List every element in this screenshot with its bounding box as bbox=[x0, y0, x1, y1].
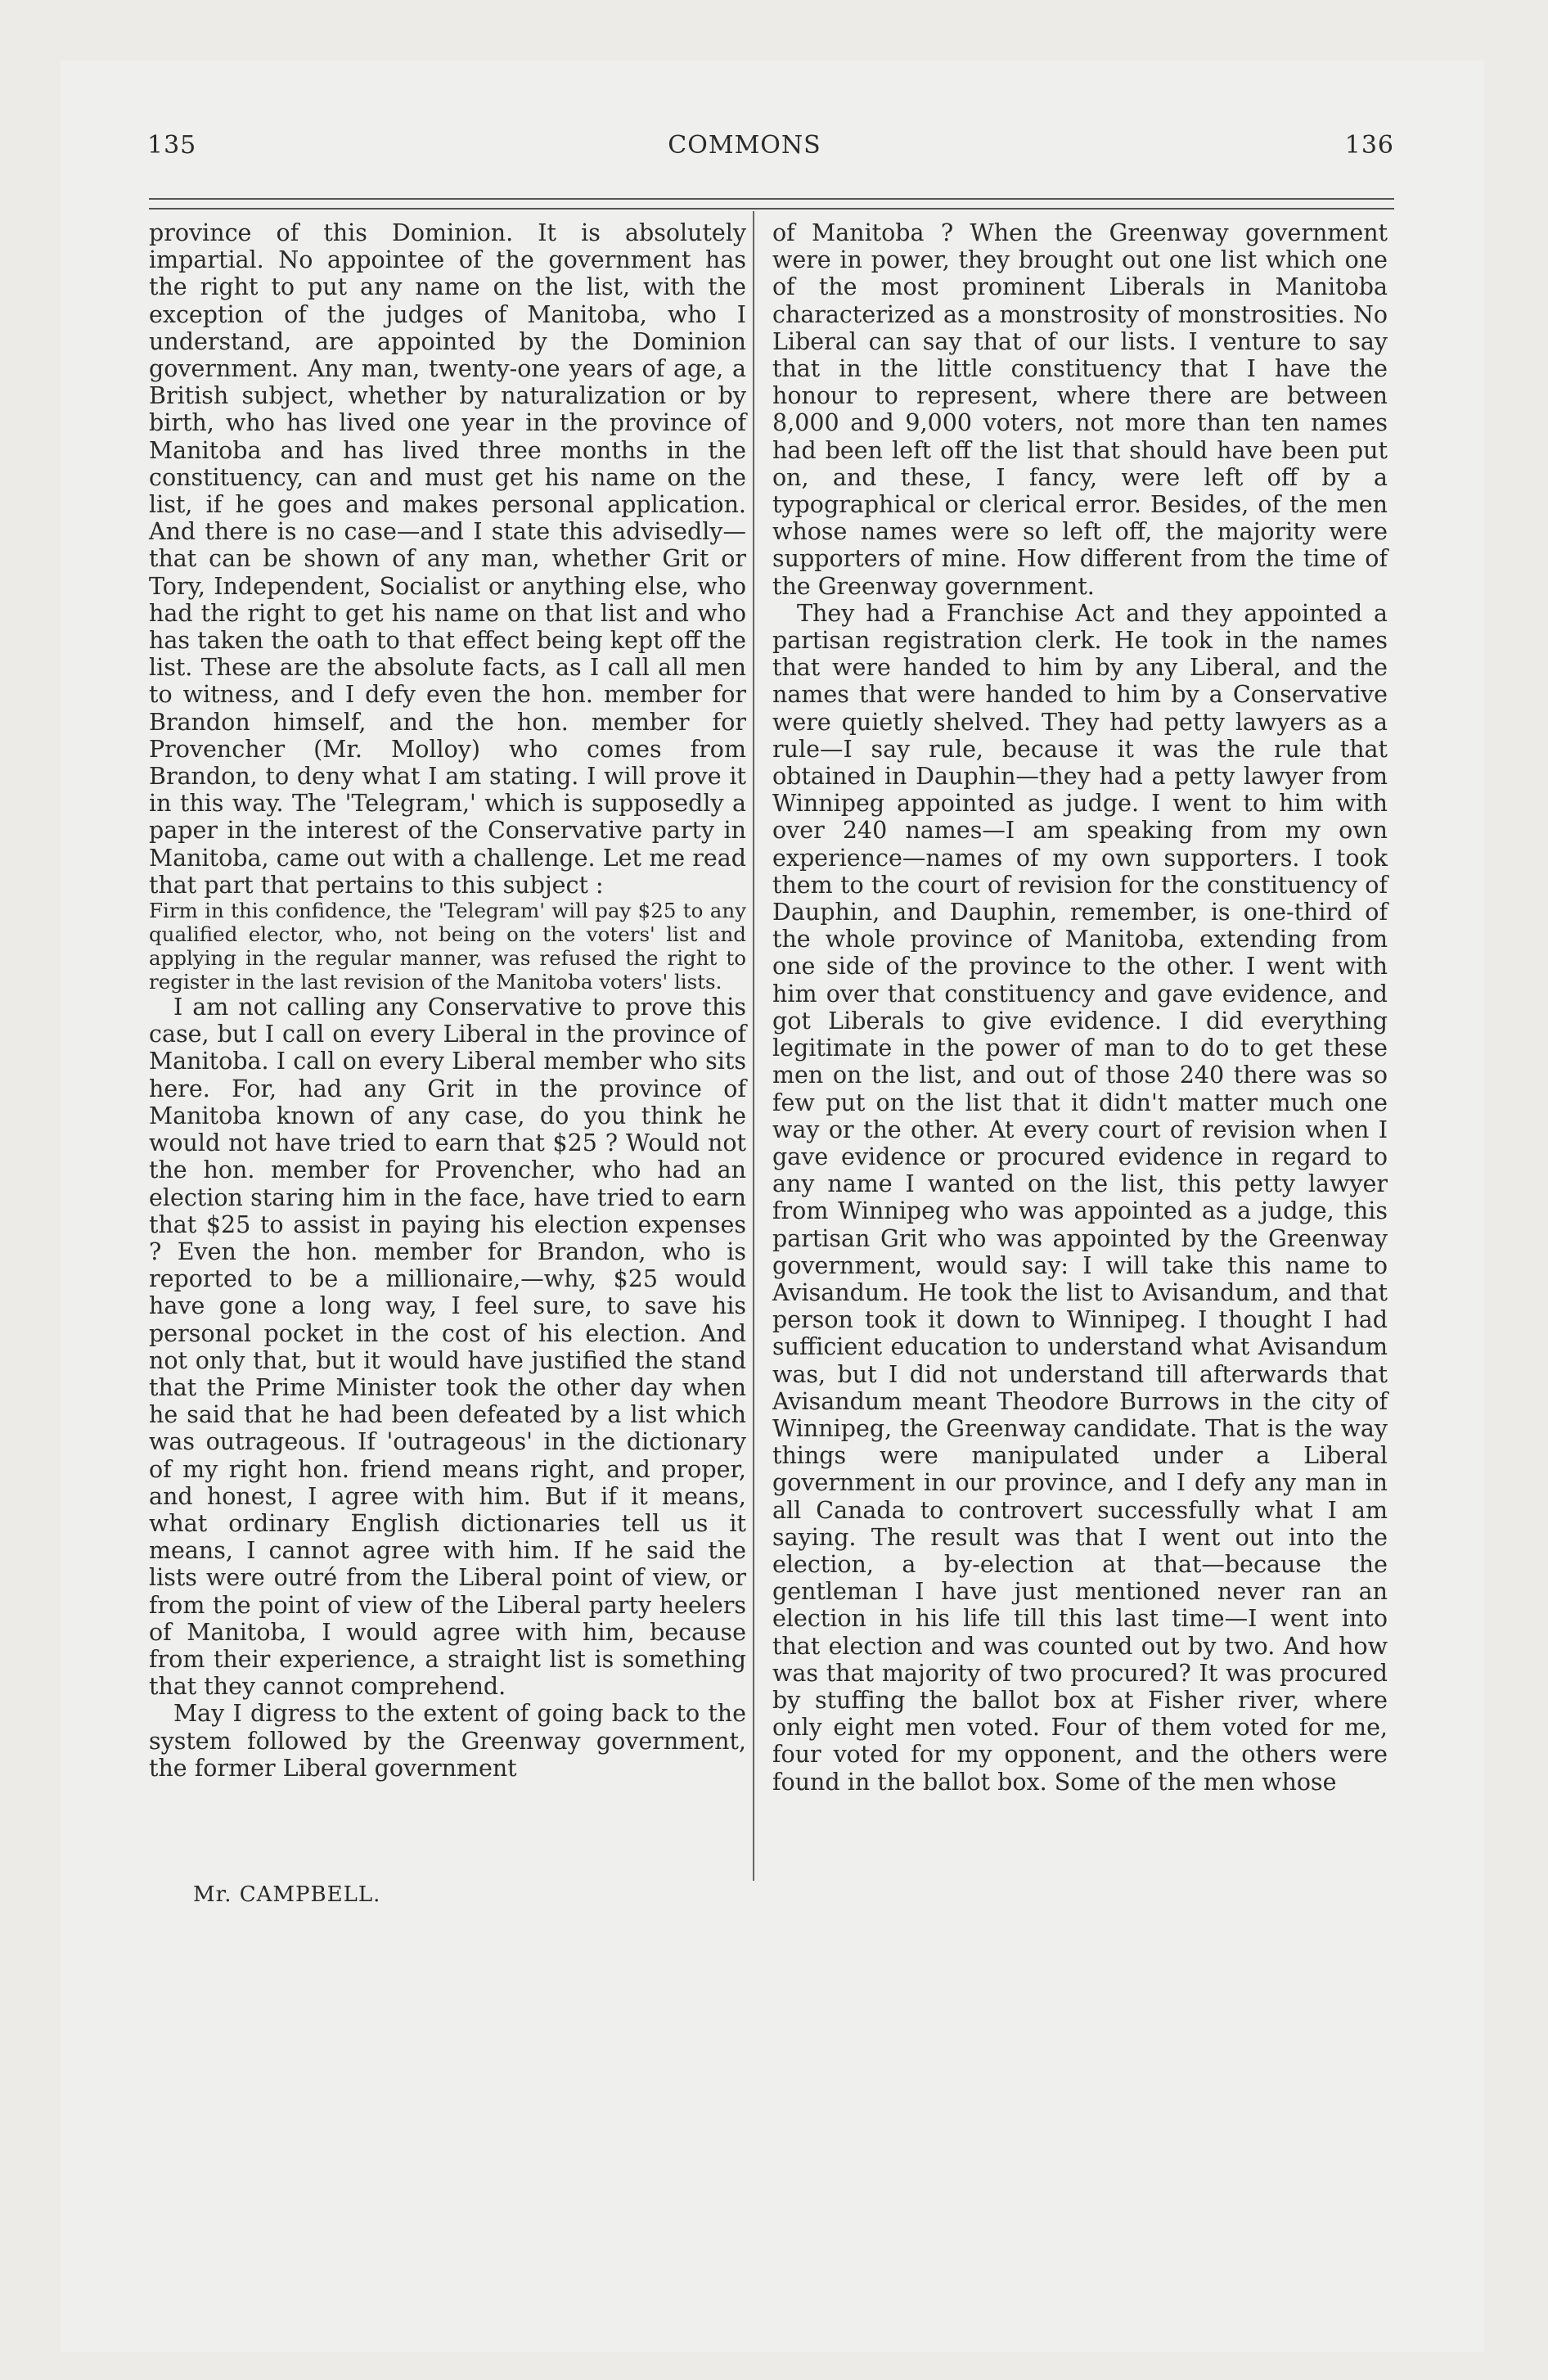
telegram-quote: Firm in this confidence, the 'Telegram' will pay $25 to any qualified elector, who, not being on the voters' list and applying in the regular manner, was refused the right to register in the last revision of the Manitoba voters' lists. bbox=[149, 899, 746, 994]
column-divider bbox=[753, 211, 754, 1881]
page-header bbox=[90, 131, 1399, 172]
left-paragraph-2: I am not calling any Conservative to prove this case, but I call on every Liberal in the province of Manitoba. I call on every Liberal member who sits here. For, had any Grit in the province of Manitoba known of any case, do you think he would not have tried to earn that $25 ? Would not the hon. member for Provencher, who had an election staring him in the face, have tried to earn that $25 to assist in paying his election expenses ? Even the hon. member for Brandon, who is reported to be a millionaire,—why, $25 would have gone a long way, I feel sure, to save his personal pocket in the cost of his election. And not only that, but it would have justified the stand that the Prime Minister took the other day when he said that he had been defeated by a list which was outrageous. If 'outrageous' in the dictionary of my right hon. friend means right, and proper, and honest, I agree with him. But if it means, what ordinary English dictionaries tell us it means, I cannot agree with him. If he said the lists were outré from the Liberal point of view, or from the point of view of the Liberal party heelers of Manitoba, I would agree with him, because from their experience, a straight list is something that they cannot comprehend. bbox=[149, 994, 746, 1701]
left-page-number: 135 bbox=[147, 131, 197, 160]
left-paragraph-1: province of this Dominion. It is absolutely impartial. No appointee of the government has the right to put any name on the list, with the exception of the judges of Manitoba, who I understand, are appointed by the Dominion government. Any man, twenty-one years of age, a British subject, whether by naturalization or by birth, who has lived one year in the province of Manitoba and has lived three months in the constituency, can and must get his name on the list, if he goes and makes personal application. And there is no case—and I state this advisedly—that can be shown of any man, whether Grit or Tory, Independent, Socialist or anything else, who had the right to get his name on that list and who has taken the oath to that effect being kept off the list. These are the absolute facts, as I call all men to witness, and I defy even the hon. member for Brandon himself, and the hon. member for Provencher (Mr. Molloy) who comes from Brandon, to deny what I am stating. I will prove it in this way. The 'Telegram,' which is supposedly a paper in the interest of the Conservative party in Manitoba, came out with a challenge. Let me read that part that pertains to this subject : bbox=[149, 219, 746, 899]
header-rule-top bbox=[149, 198, 1394, 200]
speaker-name: Mr. CAMPBELL. bbox=[193, 1882, 381, 1907]
left-paragraph-3: May I digress to the extent of going back to the system followed by the Greenway government, the former Liberal government bbox=[149, 1700, 746, 1782]
right-page-number: 136 bbox=[1344, 131, 1394, 160]
right-column bbox=[772, 219, 1388, 1796]
left-column bbox=[149, 219, 746, 1782]
right-paragraph-2: They had a Franchise Act and they appointed a partisan registration clerk. He took in the names that were handed to him by any Liberal, and the names that were handed to him by a Conservative were quietly shelved. They had petty lawyers as a rule—I say rule, because it was the rule that obtained in Dauphin—they had a petty lawyer from Winnipeg appointed as judge. I went to him with over 240 names—I am speaking from my own experience—names of my own supporters. I took them to the court of revision for the constituency of Dauphin, and Dauphin, remember, is one-third of the whole province of Manitoba, extending from one side of the province to the other. I went with him over that constituency and gave evidence, and got Liberals to give evidence. I did everything legitimate in the power of man to do to get these men on the list, and out of those 240 there was so few put on the list that it didn't matter much one way or the other. At every court of revision when I gave evidence or procured evidence in regard to any name I wanted on the list, this petty lawyer from Winnipeg who was appointed as a judge, this partisan Grit who was appointed by the Greenway government, would say: I will take this name to Avisandum. He took the list to Avisandum, and that person took it down to Winnipeg. I thought I had sufficient education to understand what Avisandum was, but I did not understand till afterwards that Avisandum meant Theodore Burrows in the city of Winnipeg, the Greenway candidate. That is the way things were manipulated under a Liberal government in our province, and I defy any man in all Canada to controvert successfully what I am saying. The result was that I went out into the election, a by-election at that—because the gentleman I have just mentioned never ran an election in his life till this last time—I went into that election and was counted out by two. And how was that majority of two procured? It was procured by stuffing the ballot box at Fisher river, where only eight men voted. Four of them voted for me, four voted for my opponent, and the others were found in the ballot box. Some of the men whose bbox=[772, 599, 1388, 1796]
right-paragraph-1: of Manitoba ? When the Greenway government were in power, they brought out one list which one of the most prominent Liberals in Manitoba characterized as a monstrosity of monstrosities. No Liberal can say that of our lists. I venture to say that in the little constituency that I have the honour to represent, where there are between 8,000 and 9,000 voters, not more than ten names had been left off the list that should have been put on, and these, I fancy, were left off by a typographical or clerical error. Besides, of the men whose names were so left off, the majority were supporters of mine. How different from the time of the Greenway government. bbox=[772, 219, 1388, 600]
header-rule-bottom bbox=[149, 208, 1394, 210]
header-title: COMMONS bbox=[668, 131, 821, 160]
